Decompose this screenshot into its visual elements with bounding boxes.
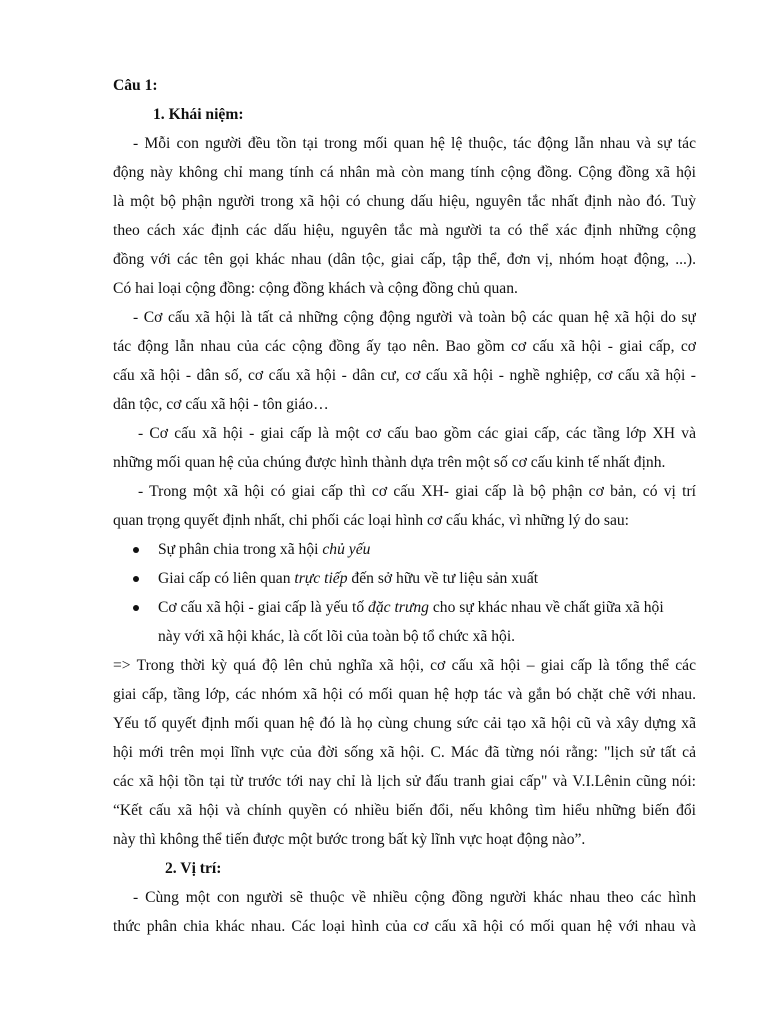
text-line: dân tộc, cơ cấu xã hội - tôn giáo…: [113, 396, 329, 413]
text-line: - Mỗi con người đều tồn tại trong mối quan hệ lệ thuộc, tác động lẫn nhau và sự tác: [133, 135, 696, 152]
text-line: động này không chỉ mang tính cá nhân mà còn mang tính cộng đồng. Cộng đồng xã hội: [113, 164, 696, 181]
paragraph-class-structure: [113, 419, 696, 477]
bullet-icon: [133, 605, 139, 611]
text-line: giai cấp, tầng lớp, các nhóm xã hội có mối quan hệ hợp tác và gắn bó chặt chẽ với nhau.: [113, 686, 696, 703]
text-line: - Cùng một con người sẽ thuộc về nhiều cộng đồng người khác nhau theo các hình: [133, 889, 696, 906]
list-item: [113, 564, 696, 593]
text-line: những mối quan hệ của chúng được hình thành dựa trên một số cơ cấu kinh tế nhất định.: [113, 454, 666, 471]
paragraph-position: [113, 883, 696, 941]
text-line: - Cơ cấu xã hội - giai cấp là một cơ cấu bao gồm các giai cấp, các tầng lớp XH và: [138, 425, 696, 442]
text-line: đồng với các tên gọi khác nhau (dân tộc, giai cấp, tập thể, đơn vị, nhóm hoạt động, ...).: [113, 251, 696, 268]
question-heading: Câu 1:: [113, 77, 158, 94]
text-line: các xã hội tồn tại từ trước tới nay chỉ là lịch sử đấu tranh giai cấp" và V.I.Lênin cũng nói:: [113, 773, 696, 790]
text-line: - Cơ cấu xã hội là tất cả những cộng động người và toàn bộ các quan hệ xã hội do sự: [133, 309, 696, 326]
bullet-emphasis: đặc trưng: [368, 599, 429, 616]
text-line: cấu xã hội - dân số, cơ cấu xã hội - dân cư, cơ cấu xã hội - nghề nghiệp, cơ cấu xã hội -: [113, 367, 696, 384]
text-line: thức phân chia khác nhau. Các loại hình của cơ cấu xã hội có mối quan hệ với nhau và: [113, 918, 696, 935]
bullet-text: cho sự khác nhau về chất giữa xã hội: [428, 599, 664, 616]
bullet-text: Giai cấp có liên quan: [158, 570, 295, 587]
text-line: “Kết cấu xã hội và chính quyền có nhiều biến đổi, nếu không tìm hiểu những biến đổi: [113, 802, 696, 819]
bullet-icon: [133, 576, 139, 582]
text-line: => Trong thời kỳ quá độ lên chủ nghĩa xã hội, cơ cấu xã hội – giai cấp là tổng thể các: [113, 657, 696, 674]
section-heading-position: 2. Vị trí:: [165, 860, 222, 877]
bullet-list: [113, 535, 696, 651]
text-line: theo cách xác định các dấu hiệu, nguyên tắc mà người ta có thể xác định những cộng: [113, 222, 696, 239]
text-line: Có hai loại cộng đồng: cộng đồng khách và cộng đồng chủ quan.: [113, 280, 518, 297]
document-body: [113, 71, 696, 941]
text-line: hội mới trên mọi lĩnh vực của đời sống xã hội. C. Mác đã từng nói rằng: "lịch sử tất cả: [113, 744, 696, 761]
list-item: [113, 593, 696, 622]
bullet-emphasis: chủ yếu: [322, 541, 371, 558]
text-line: là một bộ phận người trong xã hội có chung dấu hiệu, nguyên tắc nhất định nào đó. Tuỳ: [113, 193, 696, 210]
text-line: - Trong một xã hội có giai cấp thì cơ cấu XH- giai cấp là bộ phận cơ bản, có vị trí: [138, 483, 696, 500]
text-line: này thì không thể tiến được một bước trong bất kỳ lĩnh vực hoạt động nào”.: [113, 831, 586, 848]
paragraph-community: [113, 129, 696, 303]
list-item-continuation: này với xã hội khác, là cốt lõi của toàn bộ tổ chức xã hội.: [158, 628, 516, 645]
bullet-text: Sự phân chia trong xã hội: [158, 541, 323, 558]
bullet-text: Cơ cấu xã hội - giai cấp là yếu tố: [158, 599, 369, 616]
paragraph-social-structure: [113, 303, 696, 419]
bullet-icon: [133, 547, 139, 553]
bullet-text: đến sở hữu về tư liệu sản xuất: [347, 570, 539, 587]
list-item: [113, 535, 696, 564]
bullet-emphasis: trực tiếp: [294, 570, 348, 587]
section-heading-concept: 1. Khái niệm:: [153, 106, 244, 123]
paragraph-class-society: [113, 477, 696, 535]
paragraph-conclusion: [113, 651, 696, 854]
text-line: Yếu tố quyết định mối quan hệ đó là họ cùng chung sức cải tạo xã hội cũ và xây dựng xã: [113, 715, 696, 732]
text-line: tác động lẫn nhau của các cộng đồng ấy tạo nên. Bao gồm cơ cấu xã hội - giai cấp, cơ: [113, 338, 696, 355]
text-line: quan trọng quyết định nhất, chi phối các loại hình cơ cấu khác, vì những lý do sau:: [113, 512, 630, 529]
